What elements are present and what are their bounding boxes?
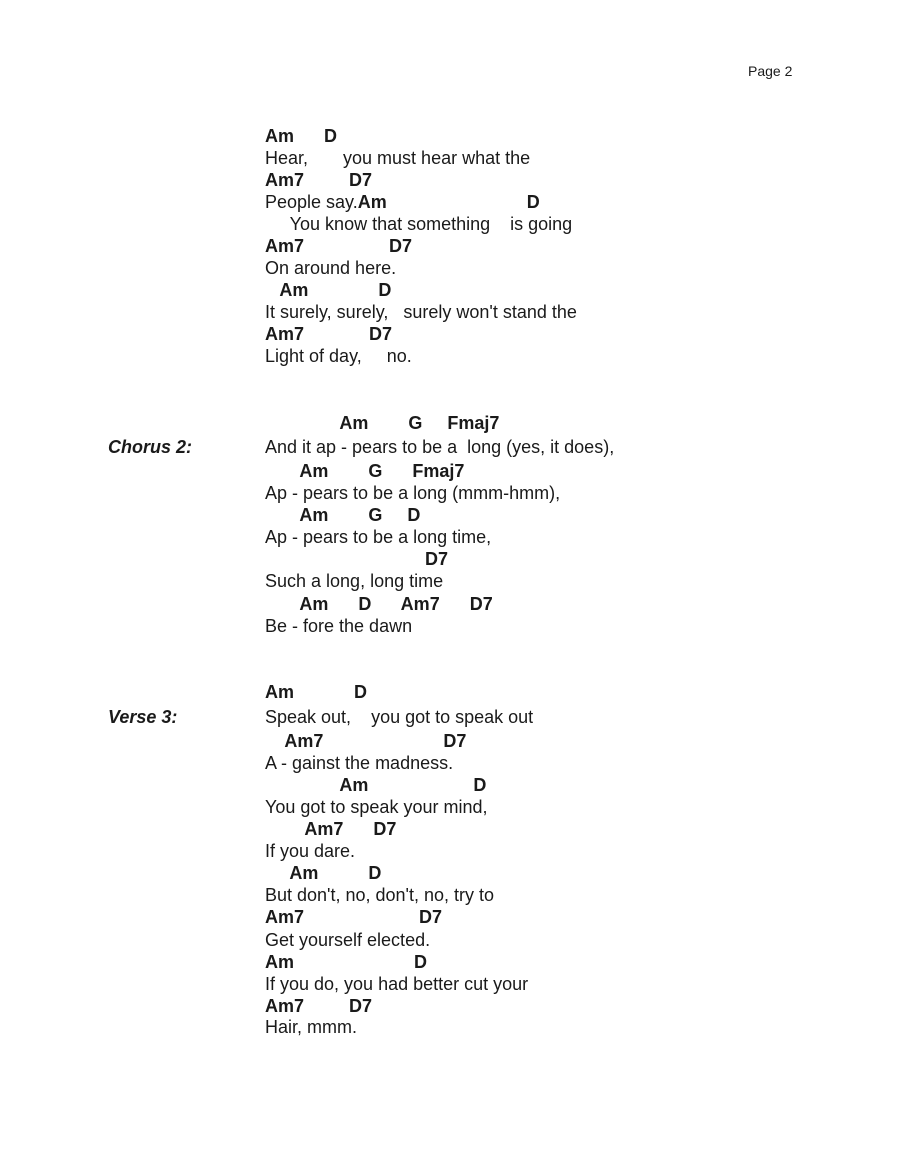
lyric-line: It surely, surely, surely won't stand the [265, 302, 577, 322]
chord-line: Am D [265, 280, 392, 300]
chord-line: Am G Fmaj7 [265, 461, 465, 481]
chord-line: Am7 D7 [265, 324, 393, 344]
lyric-line: But don't, no, don't, no, try to [265, 885, 495, 905]
lyric-line: You got to speak your mind, [265, 797, 488, 817]
chord-inline: Am [357, 192, 387, 212]
chord-line: Am7 D7 [265, 996, 373, 1016]
chord-line: Am7 D7 [265, 170, 373, 190]
lyric-line: Hair, mmm. [265, 1017, 357, 1037]
chord-line: Am D Am7 D7 [265, 594, 493, 614]
lyric-text: People say. [265, 192, 358, 212]
chord-line: Am7 D7 [265, 907, 443, 927]
chord-line: Am D [265, 126, 338, 146]
lyric-line [265, 191, 540, 213]
lyric-line: Such a long, long time [265, 571, 444, 591]
section-label: Verse 3: [108, 707, 178, 727]
lyric-line: Speak out, you got to speak out [265, 707, 534, 727]
lyric-line: Get yourself elected. [265, 930, 431, 950]
lyric-line: Ap - pears to be a long (mmm-hmm), [265, 483, 561, 503]
chord-line: Am D [265, 682, 368, 702]
chord-line: Am7 D7 [265, 819, 397, 839]
chord-line: Am D [265, 775, 487, 795]
lyric-line: A - gainst the madness. [265, 753, 454, 773]
lyric-line: And it ap - pears to be a long (yes, it does), [265, 437, 615, 457]
lyric-line: Hear, you must hear what the [265, 148, 531, 168]
lyric-line: Ap - pears to be a long time, [265, 527, 492, 547]
chord-line: Am D [265, 863, 382, 883]
chord-line: Am G Fmaj7 [265, 413, 500, 433]
section-label: Chorus 2: [108, 437, 193, 457]
chord-line: D7 [265, 549, 449, 569]
lyric-line: Light of day, no. [265, 346, 412, 366]
lyric-line: If you dare. [265, 841, 356, 861]
lyric-line: If you do, you had better cut your [265, 974, 529, 994]
page-number: Page 2 [748, 63, 793, 79]
lyric-line: On around here. [265, 258, 397, 278]
lyric-line: You know that something is going [265, 214, 573, 234]
chord-inline: D [386, 192, 540, 212]
chord-line: Am G D [265, 505, 421, 525]
chord-line: Am D [265, 952, 428, 972]
chord-line: Am7 D7 [265, 731, 467, 751]
lyric-line: Be - fore the dawn [265, 616, 413, 636]
chord-line: Am7 D7 [265, 236, 413, 256]
